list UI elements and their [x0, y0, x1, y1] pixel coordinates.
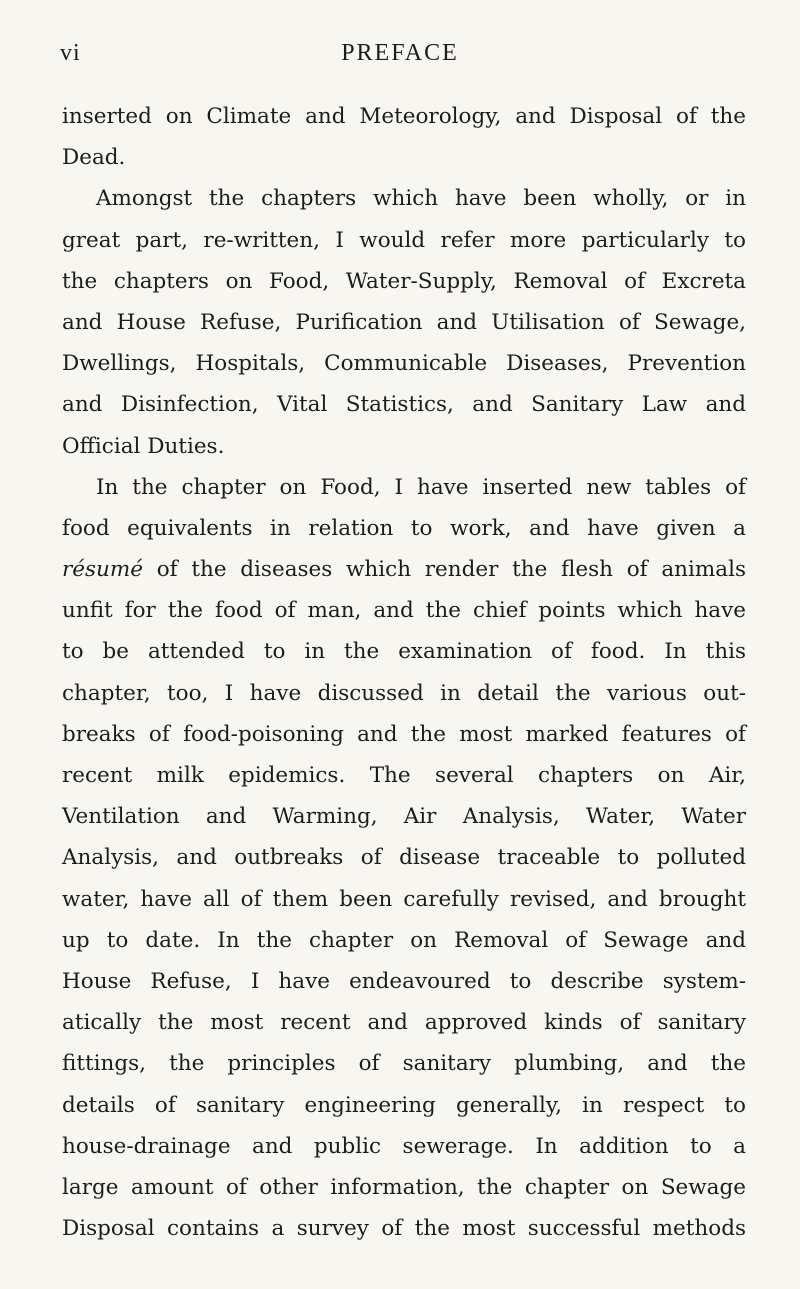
page-number: vi — [60, 40, 81, 66]
italic-word: résumé — [62, 557, 143, 583]
text-line: inserted on Climate and Meteorology, and Disposal of the — [62, 104, 746, 129]
text-line: up to date. In the chapter on Removal of Sewage and — [62, 927, 746, 953]
paragraph-start-line: In the chapter on Food, I have inserted new tables of — [96, 474, 746, 500]
text-line: great part, re-written, I would refer more particularly to — [62, 227, 746, 253]
text-line: unfit for the food of man, and the chief points which have — [62, 598, 746, 624]
text-line: house-drainage and public sewerage. In addition to a — [62, 1133, 746, 1159]
text-line: Disposal contains a survey of the most successful methods — [62, 1216, 746, 1242]
text-line: food equivalents in relation to work, and have given a — [62, 515, 746, 541]
text-line: recent milk epidemics. The several chapters on Air, — [62, 763, 746, 788]
text-line: Dwellings, Hospitals, Communicable Diseases, Prevention — [62, 351, 746, 377]
text-line: to be attended to in the examination of food. In this — [62, 639, 746, 665]
running-head: PREFACE — [341, 40, 459, 66]
text-line: Ventilation and Warming, Air Analysis, Water, Water — [62, 804, 746, 830]
preface-text — [62, 96, 746, 1249]
text-line: large amount of other information, the chapter on Sewage — [62, 1174, 746, 1200]
text-line — [62, 549, 746, 590]
text-line: details of sanitary engineering generally, in respect to — [62, 1092, 746, 1118]
text-line: chapter, too, I have discussed in detail the various out- — [62, 680, 746, 706]
text-line-rest: of the diseases which render the flesh of animals — [156, 557, 746, 583]
page-header — [0, 40, 800, 80]
paragraph-start-line: Amongst the chapters which have been wholly, or in — [96, 186, 746, 212]
text-line: Dead. — [62, 145, 126, 171]
text-line: Analysis, and outbreaks of disease traceable to polluted — [62, 845, 746, 871]
text-line: atically the most recent and approved kinds of sanitary — [62, 1010, 746, 1036]
text-line: water, have all of them been carefully revised, and brought — [62, 886, 746, 912]
text-line: and Disinfection, Vital Statistics, and Sanitary Law and — [62, 392, 746, 418]
text-line: the chapters on Food, Water-Supply, Removal of Excreta — [62, 268, 746, 294]
text-line: fittings, the principles of sanitary plumbing, and the — [62, 1051, 746, 1077]
text-line: and House Refuse, Purification and Utilisation of Sewage, — [62, 309, 746, 335]
text-line: Official Duties. — [62, 433, 225, 459]
text-line: breaks of food-poisoning and the most marked features of — [62, 721, 746, 747]
text-line: House Refuse, I have endeavoured to describe system- — [62, 968, 746, 994]
